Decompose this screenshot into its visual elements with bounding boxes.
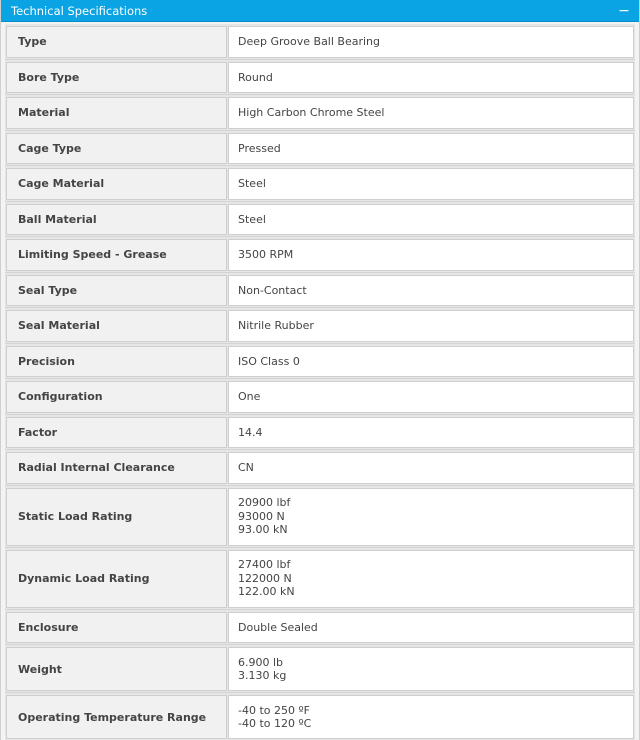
spec-value: [228, 452, 634, 484]
spec-value-line: ISO Class 0: [238, 354, 300, 368]
spec-row: [5, 59, 635, 95]
spec-value-line: 6.900 lb: [238, 655, 284, 669]
spec-row: [5, 692, 635, 740]
spec-label: Material: [6, 97, 227, 129]
spec-label: Type: [6, 26, 227, 58]
spec-value: [228, 647, 634, 691]
spec-row: [5, 414, 635, 450]
spec-label: Weight: [6, 647, 227, 691]
spec-value: [228, 310, 634, 342]
spec-label: Precision: [6, 346, 227, 378]
spec-value-line: One: [238, 390, 261, 403]
spec-row: [5, 449, 635, 485]
spec-value-line: Nitrile Rubber: [238, 319, 314, 332]
spec-value-line: 3.130 kg: [238, 669, 287, 682]
spec-value: [228, 381, 634, 413]
spec-label: Configuration: [6, 381, 227, 413]
spec-row: [5, 485, 635, 547]
spec-label: Cage Type: [6, 133, 227, 165]
spec-value: [228, 97, 634, 129]
spec-value-line: Double Sealed: [238, 620, 318, 634]
spec-label: Bore Type: [6, 62, 227, 94]
spec-value: [228, 62, 634, 94]
spec-row: [5, 378, 635, 414]
spec-label: Cage Material: [6, 168, 227, 200]
spec-value-line: 27400 lbf: [238, 558, 291, 572]
spec-value: [228, 346, 634, 378]
spec-row: [5, 307, 635, 343]
spec-label: Enclosure: [6, 612, 227, 644]
spec-row: [5, 201, 635, 237]
spec-value-line: Steel: [238, 212, 266, 226]
spec-value-line: High Carbon Chrome Steel: [238, 106, 385, 119]
panel-header[interactable]: [1, 0, 639, 22]
spec-value: [228, 239, 634, 271]
spec-value: [228, 168, 634, 200]
spec-value-line: CN: [238, 461, 254, 474]
spec-value: [228, 26, 634, 58]
spec-table: [1, 22, 639, 740]
spec-value-line: 14.4: [238, 425, 263, 439]
spec-value: [228, 695, 634, 739]
spec-label: Operating Temperature Range: [6, 695, 227, 739]
spec-value-line: 122.00 kN: [238, 585, 295, 599]
spec-value-line: Round: [238, 70, 273, 84]
spec-value-line: -40 to 120 ºC: [238, 717, 312, 730]
spec-row: [5, 547, 635, 609]
spec-row: [5, 272, 635, 308]
spec-value-line: -40 to 250 ºF: [238, 703, 311, 717]
spec-row: [5, 165, 635, 201]
spec-row: [5, 130, 635, 166]
spec-value-line: 93000 N: [238, 509, 285, 523]
spec-value: [228, 488, 634, 546]
spec-value-line: 122000 N: [238, 571, 292, 585]
spec-value: [228, 612, 634, 644]
spec-value: [228, 204, 634, 236]
spec-label: Dynamic Load Rating: [6, 550, 227, 608]
spec-value-line: 93.00 kN: [238, 523, 288, 537]
spec-value-line: Pressed: [238, 141, 281, 155]
spec-value: [228, 417, 634, 449]
spec-value: [228, 275, 634, 307]
collapse-icon[interactable]: −: [618, 2, 630, 19]
spec-row: [5, 644, 635, 692]
spec-row: [5, 24, 635, 59]
spec-value-line: Steel: [238, 177, 266, 190]
spec-value-line: 20900 lbf: [238, 496, 291, 510]
panel-title: Technical Specifications: [11, 3, 148, 18]
spec-label: Factor: [6, 417, 227, 449]
spec-row: [5, 236, 635, 272]
spec-row: [5, 609, 635, 645]
spec-label: Seal Type: [6, 275, 227, 307]
spec-value-line: 3500 RPM: [238, 248, 294, 261]
spec-value: [228, 550, 634, 608]
spec-value-line: Non-Contact: [238, 283, 307, 297]
spec-row: [5, 94, 635, 130]
spec-label: Static Load Rating: [6, 488, 227, 546]
spec-value: [228, 133, 634, 165]
spec-label: Radial Internal Clearance: [6, 452, 227, 484]
spec-label: Seal Material: [6, 310, 227, 342]
spec-row: [5, 343, 635, 379]
spec-value-line: Deep Groove Ball Bearing: [238, 35, 381, 48]
spec-label: Limiting Speed - Grease: [6, 239, 227, 271]
spec-label: Ball Material: [6, 204, 227, 236]
